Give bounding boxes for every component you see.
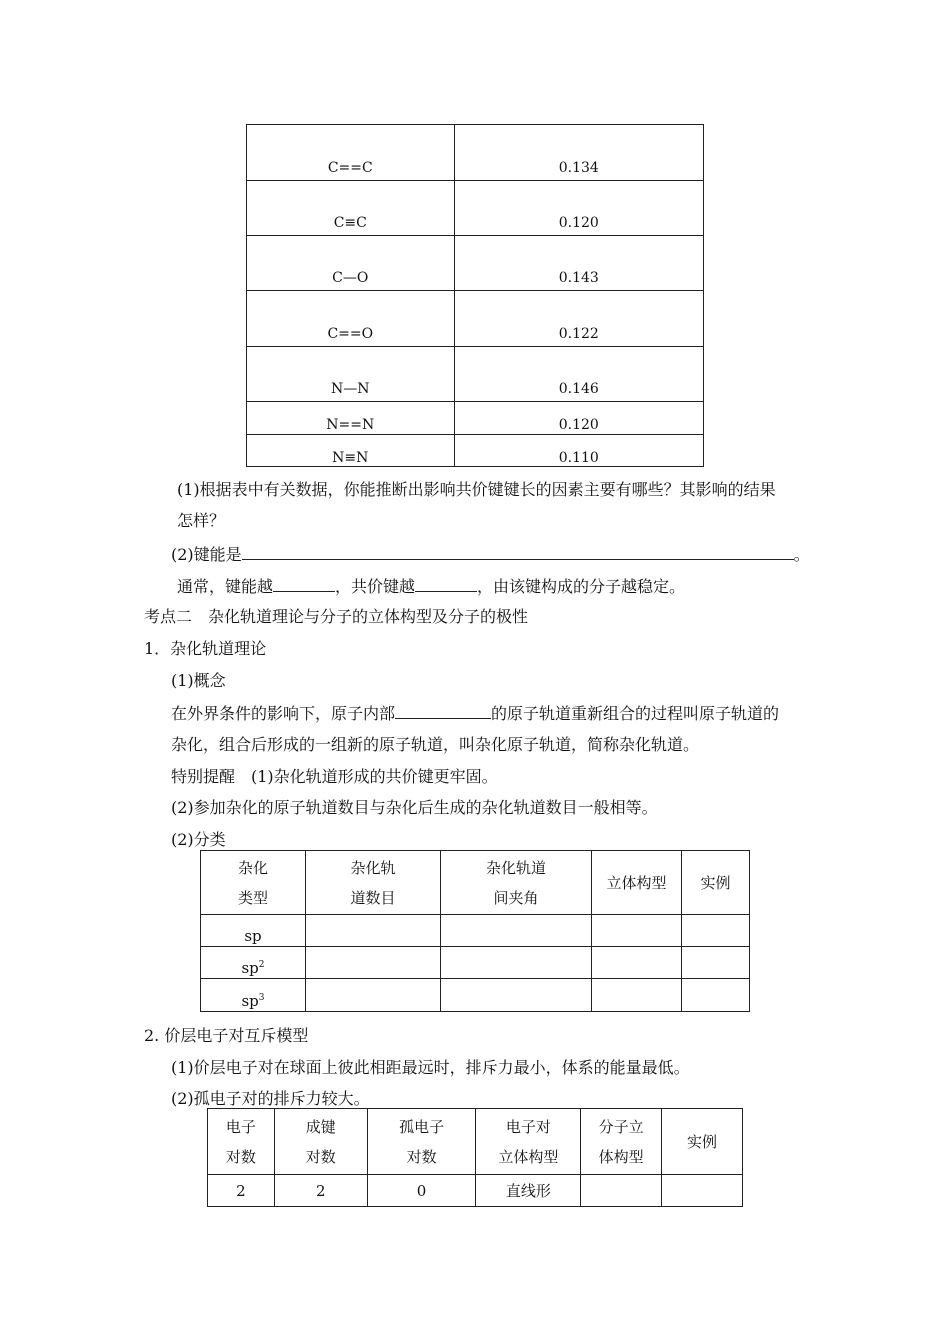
concept-paragraph-line1 <box>171 702 779 725</box>
empty-cell[interactable] <box>441 915 592 947</box>
empty-cell[interactable] <box>592 947 682 979</box>
table-row <box>247 402 704 435</box>
empty-cell[interactable] <box>662 1175 743 1207</box>
table-row <box>201 947 750 979</box>
header-cell <box>367 1109 476 1175</box>
question-1-line2: 怎样？ <box>177 511 226 530</box>
header-text: 电子对 <box>505 1117 551 1136</box>
header-cell <box>476 1109 581 1175</box>
table-row <box>247 347 704 402</box>
header-text: 类型 <box>237 888 268 907</box>
question-2-prefix: (2)键能是 <box>171 545 242 564</box>
concept-label: (1)概念 <box>171 671 226 690</box>
header-cell <box>441 851 592 915</box>
vsepr-point-2: (2)孤电子对的排斥力较大。 <box>171 1089 370 1108</box>
superscript: 3 <box>258 993 265 1003</box>
length-cell: 0.120 <box>454 181 703 236</box>
answer-blank[interactable] <box>273 575 335 592</box>
header-text: 电子 <box>225 1117 256 1136</box>
question-2-line2 <box>177 575 685 598</box>
text-span: 通常，键能越 <box>177 577 274 596</box>
bond-cell: C≡C <box>247 181 455 236</box>
length-cell: 0.134 <box>454 125 703 181</box>
empty-cell[interactable] <box>441 979 592 1012</box>
table-row <box>201 979 750 1012</box>
question-1-line1: (1)根据表中有关数据，你能推断出影响共价键键长的因素主要有哪些？其影响的结果 <box>177 480 776 499</box>
header-cell <box>581 1109 662 1175</box>
header-text: 杂化 <box>237 858 268 877</box>
length-cell: 0.146 <box>454 347 703 402</box>
empty-cell[interactable] <box>682 979 750 1012</box>
length-cell: 0.143 <box>454 236 703 291</box>
superscript: 2 <box>258 960 265 970</box>
subsection-heading: 1．杂化轨道理论 <box>144 639 267 658</box>
header-text: 道数目 <box>350 888 396 907</box>
bond-cell: N≡N <box>247 435 455 467</box>
header-text: 间夹角 <box>493 888 539 907</box>
data-cell: 0 <box>367 1175 476 1207</box>
vsepr-point-1: (1)价层电子对在球面上彼此相距最远时，排斥力最小，体系的能量最低。 <box>171 1058 690 1077</box>
bond-cell: C==C <box>247 125 455 181</box>
hybrid-type-cell <box>201 979 306 1012</box>
section-title: 考点二 杂化轨道理论与分子的立体构型及分子的极性 <box>144 607 529 626</box>
table-header-row <box>201 851 750 915</box>
header-text: 杂化轨 <box>350 858 396 877</box>
answer-blank[interactable] <box>395 702 491 719</box>
header-cell <box>274 1109 367 1175</box>
bond-cell: C—O <box>247 236 455 291</box>
hybrid-type-cell <box>201 947 306 979</box>
empty-cell[interactable] <box>581 1175 662 1207</box>
classification-label: (2)分类 <box>171 830 226 849</box>
header-text: 体构型 <box>598 1147 644 1166</box>
table-header-row <box>208 1109 743 1175</box>
tip-2: (2)参加杂化的原子轨道数目与杂化后生成的杂化轨道数目一般相等。 <box>171 798 658 817</box>
hybrid-type: sp <box>244 927 262 945</box>
header-cell: 立体构型 <box>592 851 682 915</box>
header-cell: 实例 <box>662 1109 743 1175</box>
bond-cell: N—N <box>247 347 455 402</box>
empty-cell[interactable] <box>441 947 592 979</box>
length-cell: 0.120 <box>454 402 703 435</box>
table-row <box>247 435 704 467</box>
header-cell <box>306 851 441 915</box>
table-row <box>247 125 704 181</box>
table-row <box>247 236 704 291</box>
subsection-heading: 2. 价层电子对互斥模型 <box>144 1026 309 1045</box>
length-cell: 0.110 <box>454 435 703 467</box>
header-cell: 实例 <box>682 851 750 915</box>
data-cell: 2 <box>208 1175 275 1207</box>
header-text: 对数 <box>225 1147 256 1166</box>
hybrid-type: sp <box>241 992 259 1010</box>
tip-1: 特别提醒 (1)杂化轨道形成的共价键更牢固。 <box>171 767 498 786</box>
empty-cell[interactable] <box>682 915 750 947</box>
header-text: 对数 <box>406 1147 437 1166</box>
vsepr-table <box>207 1108 743 1207</box>
header-text: 孤电子 <box>399 1117 445 1136</box>
hybrid-type: sp <box>241 959 259 977</box>
header-text: 杂化轨道 <box>485 858 546 877</box>
question-2-line1 <box>171 543 810 566</box>
hybrid-type-cell <box>201 915 306 947</box>
table-row <box>247 181 704 236</box>
answer-blank[interactable] <box>242 543 794 560</box>
text-span: 的原子轨道重新组合的过程叫原子轨道的 <box>491 704 780 723</box>
concept-paragraph-line2: 杂化，组合后形成的一组新的原子轨道，叫杂化原子轨道，简称杂化轨道。 <box>171 735 700 754</box>
empty-cell[interactable] <box>592 915 682 947</box>
header-text: 分子立 <box>598 1117 644 1136</box>
empty-cell[interactable] <box>592 979 682 1012</box>
answer-blank[interactable] <box>415 575 477 592</box>
bond-cell: N==N <box>247 402 455 435</box>
empty-cell[interactable] <box>306 915 441 947</box>
data-cell: 直线形 <box>476 1175 581 1207</box>
empty-cell[interactable] <box>306 979 441 1012</box>
text-span: ，由该键构成的分子越稳定。 <box>477 577 686 596</box>
header-cell <box>208 1109 275 1175</box>
bond-cell: C==O <box>247 291 455 347</box>
empty-cell[interactable] <box>306 947 441 979</box>
table-row <box>208 1175 743 1207</box>
hybridization-table <box>200 850 750 1012</box>
question-2-suffix: 。 <box>793 545 810 564</box>
text-span: 在外界条件的影响下，原子内部 <box>171 704 396 723</box>
data-cell: 2 <box>274 1175 367 1207</box>
header-text: 成键 <box>305 1117 336 1136</box>
header-text: 立体构型 <box>498 1147 559 1166</box>
text-span: ，共价键越 <box>335 577 416 596</box>
length-cell: 0.122 <box>454 291 703 347</box>
bond-length-table <box>246 124 704 467</box>
header-text: 对数 <box>305 1147 336 1166</box>
table-row <box>247 291 704 347</box>
header-cell <box>201 851 306 915</box>
empty-cell[interactable] <box>682 947 750 979</box>
table-row <box>201 915 750 947</box>
